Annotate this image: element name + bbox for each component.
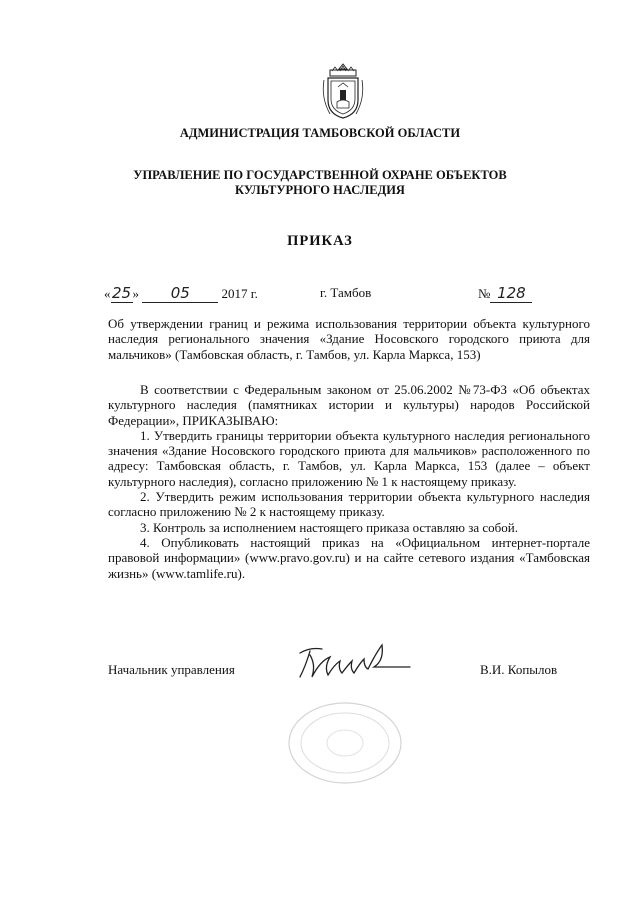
order-number-field <box>478 284 532 303</box>
administration-heading: АДМИНИСТРАЦИЯ ТАМБОВСКОЙ ОБЛАСТИ <box>179 126 461 140</box>
department-heading-line1: УПРАВЛЕНИЕ ПО ГОСУДАРСТВЕННОЙ ОХРАНЕ ОБЪЕКТОВ <box>133 168 507 182</box>
department-heading-line2: КУЛЬТУРНОГО НАСЛЕДИЯ <box>235 183 405 197</box>
handwritten-signature <box>292 643 432 689</box>
number-sign: № <box>478 286 491 301</box>
open-quote: « <box>104 286 111 301</box>
document-title: ПРИКАЗ <box>287 233 353 249</box>
order-item-1: 1. Утвердить границы территории объекта культурного наследия регионального значения «Здание Носовского городского приюта для мальчиков» расположенного по адресу: Тамбовская область, г. Тамбов, ул. Карла Маркса, 153 (далее – объект культурного наследия), согласно приложению № 1 к настоящему приказу. <box>108 427 590 489</box>
order-item-2: 2. Утвердить режим использования территории объекта культурного наследия согласно приложению № 2 к настоящему приказу. <box>108 489 590 520</box>
date-field <box>104 284 258 303</box>
order-number: 128 <box>490 284 532 303</box>
signatory-position: Начальник управления <box>108 662 235 677</box>
order-item-4: 4. Опубликовать настоящий приказ на «Официальном интернет-портале правовой информации» (www.pravo.gov.ru) и на сайте сетевого издания «Тамбовская жизнь» (www.tamlife.ru). <box>108 534 590 581</box>
order-subject: Об утверждении границ и режима использования территории объекта культурного наследия регионального значения «Здание Носовского городского приюта для мальчиков» (Тамбовская область, г. Тамбов, ул. Карла Маркса, 153) <box>108 316 590 362</box>
date-day: 25 <box>111 284 132 302</box>
city: г. Тамбов <box>320 285 372 300</box>
official-stamp <box>285 700 405 786</box>
coat-of-arms-icon <box>320 62 366 120</box>
date-year: 2017 г. <box>221 286 258 301</box>
order-item-3: 3. Контроль за исполнением настоящего приказа оставляю за собой. <box>140 519 518 535</box>
close-quote: » <box>132 286 139 301</box>
date-month: 05 <box>142 284 218 303</box>
signatory-name: В.И. Копылов <box>480 662 558 677</box>
order-body <box>108 382 590 581</box>
intro-paragraph: В соответствии с Федеральным законом от 25.06.2002 №73-ФЗ «Об объектах культурного наследия (памятниках истории и культуры) народов Российской Федерации», ПРИКАЗЫВАЮ: <box>108 382 590 428</box>
